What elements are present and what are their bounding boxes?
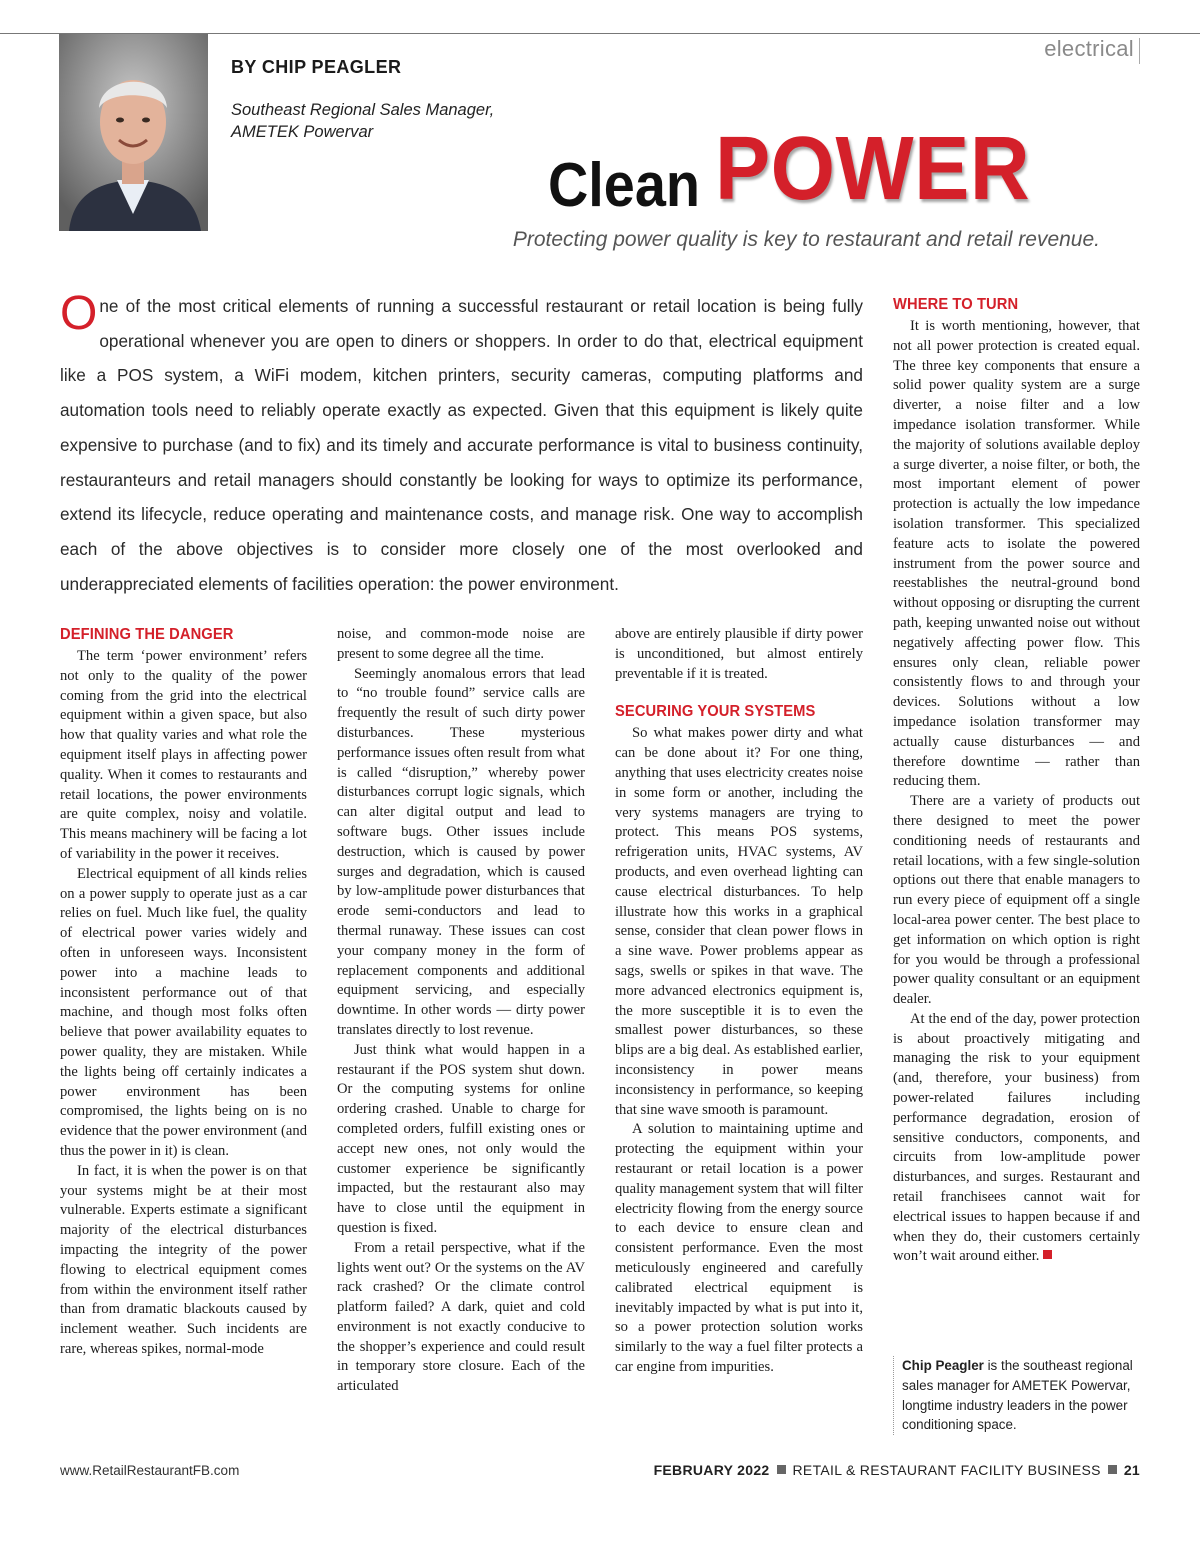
column-2 bbox=[337, 625, 585, 1397]
body-paragraph: It is worth mentioning, however, that not all power protection is created equal. The three key components that ensure a solid power quality system are a surge diverter, a noise filter and a low impedance isolation transformer. While the majority of solutions available deploy a surge diverter, a noise filter, or both, the most important element of power protection is actually the low impedance isolation transformer. This specialized feature acts to isolate the powered instrument from the power source and reestablishes the neutral-ground bond without opposing or disrupting the current path, keeping unwanted noise out without negatively affecting power flow. This ensures only clean, reliable power consistently flows to and through your devices. Solutions without a low impedance isolation transformer may actually cause disturbances — and therefore downtime — rather than reducing them. bbox=[893, 318, 1140, 790]
deck-subtitle: Protecting power quality is key to restaurant and retail revenue. bbox=[512, 228, 1100, 251]
section-heading-where: WHERE TO TURN bbox=[893, 296, 1019, 313]
body-paragraph: A solution to maintaining uptime and protecting the equipment within your restaurant or retail location is a power quality management system that will filter electricity flowing from the energy source to each device to ensure clean and consistent performance. Even the most meticulously engineered and carefully calibrated electrical equipment is inevitably impacted by what is put into it, so a power protection solution works similarly to the way a fuel filter protects a car engine from impurities. bbox=[615, 1121, 863, 1375]
intro-paragraph bbox=[60, 289, 863, 601]
body-paragraph: In fact, it is when the power is on that your systems might be at their most vulnerable. Experts estimate a significant majority of the electrical disturbances impacting the integrity of the power flowing to electrical equipment comes from within the environment itself rather than from dramatic blackouts caused by inclement weather. Such incidents are rare, whereas spikes, normal-mode bbox=[60, 1162, 307, 1357]
section-heading-securing: SECURING YOUR SYSTEMS bbox=[615, 703, 816, 721]
footer-url[interactable]: www.RetailRestaurantFB.com bbox=[60, 1463, 240, 1478]
intro-text: ne of the most critical elements of running a successful restaurant or retail location is being fully operational whenever you are open to diners or shoppers. In order to do that, electrical equipment like a POS system, a WiFi modem, kitchen printers, security cameras, computing platforms and automation tools need to reliably operate exactly as expected. Given that this equipment is likely quite expensive to purchase (and to fix) and its timely and accurate performance is vital to business continuity, restauranteurs and retail managers should constantly be looking for ways to optimize its performance, extend its lifecycle, reduce operating and maintenance costs, and manage risk. One way to accomplish each of the above objectives is to consider more closely one of the most overlooked and underappreciated elements of facilities operation: the power environment. bbox=[60, 296, 863, 594]
body-paragraph-final bbox=[893, 1010, 1140, 1267]
footer-issue: FEBRUARY 2022 bbox=[653, 1462, 770, 1478]
body-paragraph: The term ‘power environment’ refers not only to the quality of the power coming from the grid into the electrical equipment within a given space, but also how that quality varies and what role the equipment itself plays in affecting power quality. When it comes to restaurants and retail locations, the power environments are quite complex, noisy and volatile. This means machinery will be facing a lot of variability in the power it receives. bbox=[60, 648, 307, 862]
headline bbox=[548, 118, 1057, 221]
author-photo bbox=[59, 34, 208, 231]
headline-word-clean: Clean bbox=[548, 151, 700, 220]
headline-word-power: POWER bbox=[714, 119, 1030, 219]
author-title bbox=[231, 99, 494, 143]
separator-square-icon bbox=[1108, 1465, 1117, 1474]
section-tag: electrical bbox=[1044, 36, 1134, 61]
final-paragraph-text: At the end of the day, power protection is about proactively mitigating and managing the risk to your equipment (and, therefore, your business) from power-related failures including performance degradation, erosion of sensitive conductors, components, and circuits from low-amplitude power disturbances, and surges. Restaurant and retail franchisees cannot wait for electrical issues to happen because if and when they do, their customers certainly won’t wait around either. bbox=[893, 1010, 1140, 1265]
column-3 bbox=[615, 625, 863, 1378]
end-mark-icon bbox=[1043, 1250, 1052, 1259]
column-1 bbox=[60, 625, 307, 1360]
byline: BY CHIP PEAGLER bbox=[231, 57, 402, 77]
body-paragraph: From a retail perspective, what if the lights went out? Or the systems on the AV rack crashed? Or the climate control platform failed? A dark, quiet and cold environment is not exactly conducive to the shopper’s experience and could result in temporary store closure. Each of the articulated bbox=[337, 1239, 585, 1395]
drop-cap: O bbox=[60, 287, 98, 340]
footer-publication: RETAIL & RESTAURANT FACILITY BUSINESS bbox=[792, 1462, 1101, 1478]
body-paragraph: So what makes power dirty and what can be done about it? For one thing, anything that uses electricity creates noise in some form or another, including the very systems managers are trying to protect. This means POS systems, refrigeration units, HVAC systems, AV products, and even overhead lighting can cause electrical disturbances. To help illustrate how this works in a graphical sense, consider that clean power flows in a sine wave. Power problems appear as sags, swells or spikes in that wave. The more advanced electronics equipment is, the more susceptible it is to even the smallest power disturbances, so these blips are a big deal. As established earlier, inconsistency in power means inconsistency in performance, so keeping that sine wave smooth is paramount. bbox=[615, 725, 863, 1118]
separator-square-icon bbox=[777, 1465, 786, 1474]
column-4 bbox=[893, 295, 1140, 1267]
footer-folio bbox=[654, 1462, 1140, 1478]
section-tag-divider bbox=[1139, 38, 1140, 64]
author-title-line: AMETEK Powervar bbox=[231, 123, 374, 141]
body-paragraph: noise, and common-mode noise are present to some degree all the time. bbox=[337, 626, 585, 662]
body-paragraph: Seemingly anomalous errors that lead to “no trouble found” service calls are frequently the result of such dirty power disturbances. These mysterious performance issues often result from what is called “disruption,” whereby power disturbances corrupt logic signals, which can alter digital output and lead to software bugs. Other issues include destruction, which is caused by power surges and degradation, which is caused by low-amplitude power disturbances that erode semi-conductors and lead to thermal runaway. These issues can cost your company money in the form of replacement components and additional equipment servicing, and especially downtime. In other words — dirty power translates directly to lost revenue. bbox=[337, 665, 585, 1038]
bio-text: is the southeast regional sales manager for AMETEK Powervar, longtime industry leaders in the power conditioning space. bbox=[902, 1358, 1133, 1433]
author-title-line: Southeast Regional Sales Manager, bbox=[231, 101, 495, 119]
body-paragraph: Electrical equipment of all kinds relies on a power supply to operate just as a car relies on fuel. Much like fuel, the quality of electrical power varies widely and often in unforeseen ways. Inconsistent power into a machine leads to inconsistent performance out of that machine, and though most folks often believe that power availability equates to power quality, they are mistaken. While the lights being off certainly indicates a power environment has been compromised, the lights being on is no evidence that the power environment (and thus the power in it) is clean. bbox=[60, 865, 307, 1159]
section-heading-defining: DEFINING THE DANGER bbox=[60, 626, 234, 643]
bio-name: Chip Peagler bbox=[902, 1358, 984, 1373]
author-bio bbox=[893, 1356, 1140, 1435]
body-paragraph: Just think what would happen in a restaurant if the POS system shut down. Or the computing systems for online ordering crashed. Unable to charge for completed orders, fulfill existing ones or accept new ones, not only would the customer experience be significantly impacted, but the restaurant also may have to close until the equipment in question is fixed. bbox=[337, 1041, 585, 1236]
body-paragraph: above are entirely plausible if dirty power is unconditioned, but almost entirely preventable if it is treated. bbox=[615, 626, 863, 682]
page-number: 21 bbox=[1123, 1462, 1140, 1478]
body-paragraph: There are a variety of products out there designed to meet the power conditioning needs of restaurants and retail locations, with a few single-solution options out there that enable managers to run every piece of equipment off a single local-area power center. The best place to get information on which option is right for you would be through a professional power quality consultant or an equipment dealer. bbox=[893, 793, 1140, 1008]
